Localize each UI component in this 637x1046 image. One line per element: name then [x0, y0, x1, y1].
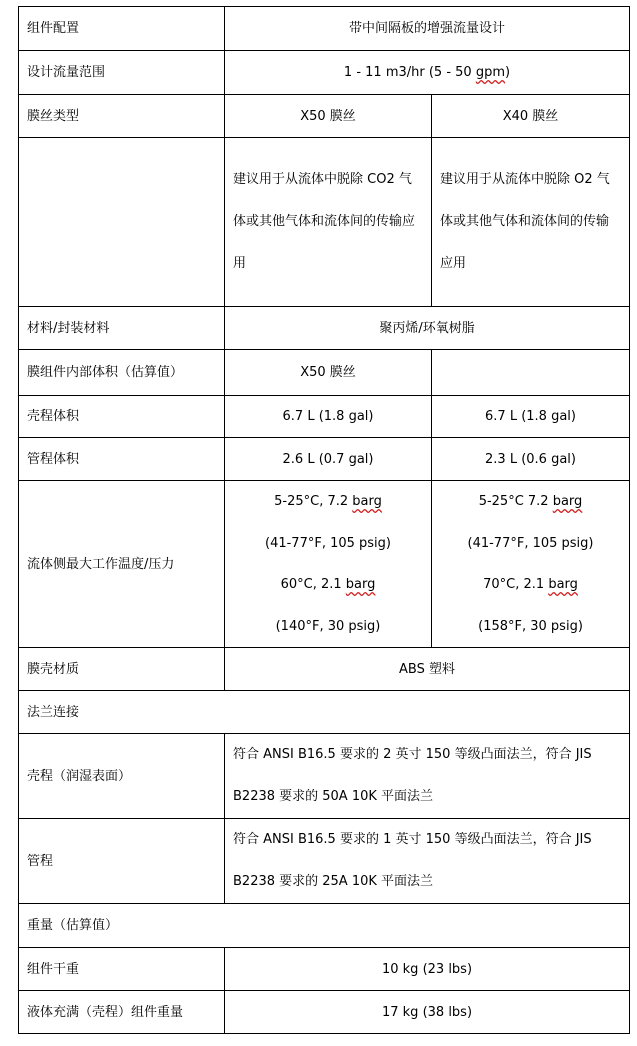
table-row	[19, 948, 630, 991]
filled-weight-label: 液体充满（壳程）组件重量	[19, 991, 225, 1034]
x40-line3: 70°C, 2.1 barg	[483, 577, 578, 592]
application-x40: 建议用于从流体中脱除 O2 气体或其他气体和流体间的传输应用	[432, 138, 630, 307]
shell-volume-label: 壳程体积	[19, 396, 225, 438]
x50-line4: (140°F, 30 psig)	[275, 618, 381, 634]
dry-weight-label: 组件干重	[19, 948, 225, 991]
max-temp-pressure-x40	[432, 481, 630, 648]
shell-flange-label: 壳程（润湿表面）	[19, 734, 225, 819]
table-row	[19, 904, 630, 948]
table-row	[19, 691, 630, 734]
table-row	[19, 819, 630, 904]
table-row	[19, 648, 630, 691]
table-row	[19, 734, 630, 819]
max-temp-pressure-label: 流体侧最大工作温度/压力	[19, 481, 225, 648]
table-row	[19, 350, 630, 396]
max-temp-pressure-x50	[225, 481, 432, 648]
flange-header: 法兰连接	[19, 691, 630, 734]
internal-volume-x50: X50 膜丝	[225, 350, 432, 396]
weight-header: 重量（估算值）	[19, 904, 630, 948]
table-row	[19, 481, 630, 648]
flow-range-gpm: gpm	[475, 65, 505, 80]
x40-line2: (41-77°F, 105 psig)	[467, 535, 594, 551]
spec-table	[18, 6, 630, 1034]
fiber-type-x50: X50 膜丝	[225, 95, 432, 138]
table-row	[19, 991, 630, 1034]
shell-volume-x40: 6.7 L (1.8 gal)	[432, 396, 630, 438]
internal-volume-label: 膜组件内部体积（估算值）	[19, 350, 225, 396]
lumen-flange-label: 管程	[19, 819, 225, 904]
fiber-type-label: 膜丝类型	[19, 95, 225, 138]
x50-line1: 5-25°C, 7.2 barg	[274, 494, 382, 509]
table-row	[19, 7, 630, 51]
table-row	[19, 438, 630, 481]
table-row	[19, 51, 630, 95]
table-row	[19, 396, 630, 438]
shell-volume-x50: 6.7 L (1.8 gal)	[225, 396, 432, 438]
x50-line3: 60°C, 2.1 barg	[280, 577, 376, 592]
x50-line2: (41-77°F, 105 psig)	[265, 535, 391, 551]
x40-line4: (158°F, 30 psig)	[478, 618, 583, 634]
table-row	[19, 95, 630, 138]
internal-volume-x40	[432, 350, 630, 396]
shell-flange-value: 符合 ANSI B16.5 要求的 2 英寸 150 等级凸面法兰，符合 JIS B2238 要求的 50A 10K 平面法兰	[225, 734, 630, 819]
housing-material-value: ABS 塑料	[225, 648, 630, 691]
application-label-empty	[19, 138, 225, 307]
material-value: 聚丙烯/环氧树脂	[225, 307, 630, 350]
flow-range-label: 设计流量范围	[19, 51, 225, 95]
application-x50: 建议用于从流体中脱除 CO2 气体或其他气体和流体间的传输应用	[225, 138, 432, 307]
x40-line1: 5-25°C 7.2 barg	[478, 494, 583, 509]
flow-range-end: )	[505, 65, 511, 80]
flow-range-value	[225, 51, 630, 95]
table-row	[19, 138, 630, 307]
lumen-flange-value: 符合 ANSI B16.5 要求的 1 英寸 150 等级凸面法兰，符合 JIS B2238 要求的 25A 10K 平面法兰	[225, 819, 630, 904]
dry-weight-value: 10 kg (23 lbs)	[225, 948, 630, 991]
component-config-value: 带中间隔板的增强流量设计	[225, 7, 630, 51]
material-label: 材料/封装材料	[19, 307, 225, 350]
flow-range-main: 1 - 11 m3/hr (5 - 50	[343, 65, 476, 80]
table-row	[19, 307, 630, 350]
fiber-type-x40: X40 膜丝	[432, 95, 630, 138]
lumen-volume-label: 管程体积	[19, 438, 225, 481]
housing-material-label: 膜壳材质	[19, 648, 225, 691]
filled-weight-value: 17 kg (38 lbs)	[225, 991, 630, 1034]
lumen-volume-x50: 2.6 L (0.7 gal)	[225, 438, 432, 481]
lumen-volume-x40: 2.3 L (0.6 gal)	[432, 438, 630, 481]
component-config-label: 组件配置	[19, 7, 225, 51]
